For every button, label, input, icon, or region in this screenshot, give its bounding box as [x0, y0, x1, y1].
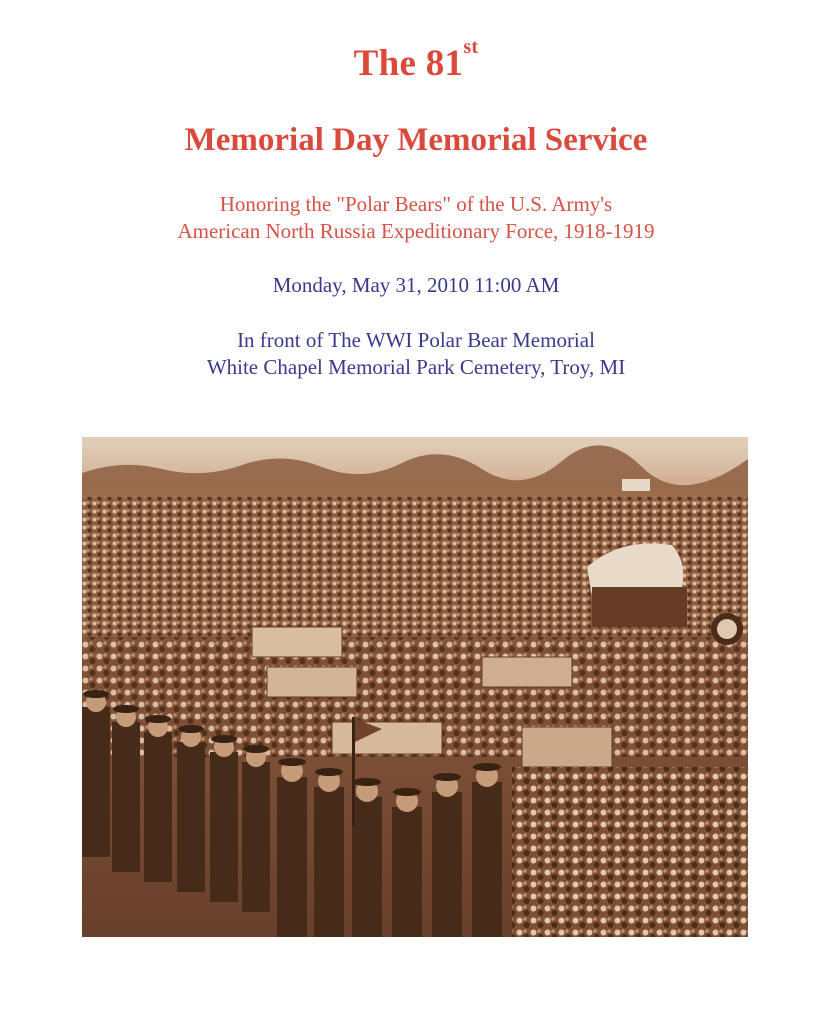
- event-date-time: Monday, May 31, 2010 11:00 AM: [272, 273, 560, 297]
- honoring-text: [0, 191, 832, 245]
- title-text: The 81: [353, 43, 464, 84]
- event-title: [0, 36, 832, 85]
- location-line-1: In front of The WWI Polar Bear Memorial: [237, 328, 595, 352]
- event-location: [0, 327, 832, 381]
- historic-ceremony-photo: [82, 437, 748, 937]
- honoring-line-2: American North Russia Expeditionary Force, 1918-1919: [177, 219, 655, 243]
- title-superscript: st: [463, 36, 479, 58]
- honoring-line-1: Honoring the "Polar Bears" of the U.S. Army's: [219, 192, 613, 216]
- sepia-crowd-image: [82, 437, 748, 937]
- event-subtitle: Memorial Day Memorial Service: [184, 122, 648, 158]
- location-line-2: White Chapel Memorial Park Cemetery, Troy, MI: [206, 355, 626, 379]
